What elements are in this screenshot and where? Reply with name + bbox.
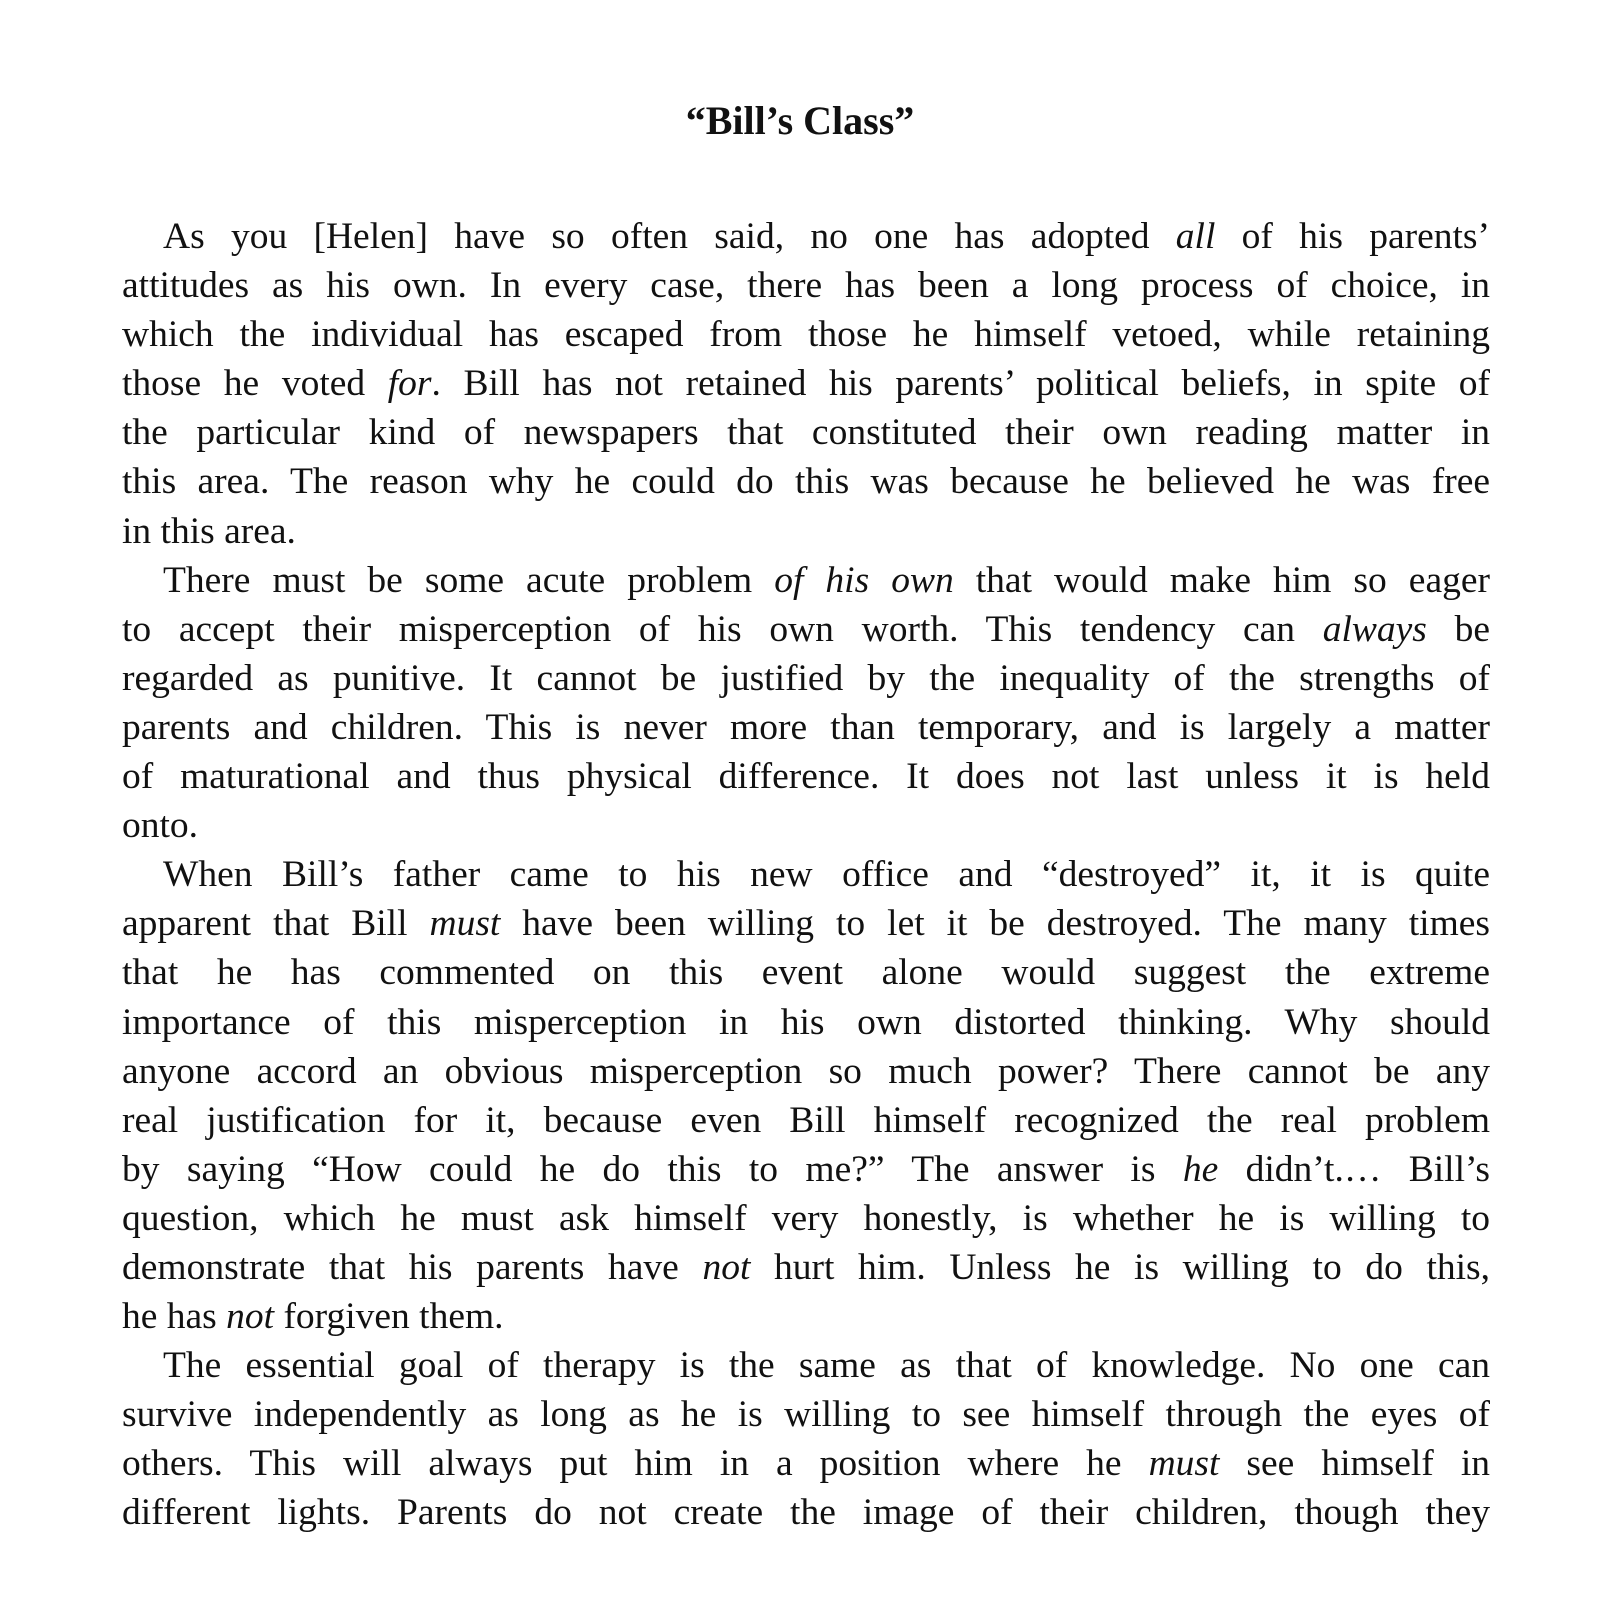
text-run: parents and children. This is never more than temporary, and is largely a matter [122, 706, 1490, 748]
text-line [122, 654, 1490, 703]
text-line [122, 1341, 1490, 1390]
text-run: of his parents’ [1215, 216, 1490, 257]
text-run: have been willing to let it be destroyed. The many times [500, 903, 1490, 945]
text-line [122, 605, 1490, 654]
text-run: of maturational and thus physical difference. It does not last unless it is held [122, 756, 1490, 798]
text-run: those he voted [122, 363, 388, 405]
text-line [122, 1390, 1490, 1439]
text-run: that he has commented on this event alone would suggest the extreme [122, 952, 1490, 994]
italic-emphasis: must [429, 903, 501, 945]
text-line [122, 998, 1490, 1047]
text-line [122, 261, 1490, 310]
text-line [122, 1488, 1490, 1537]
text-run: which the individual has escaped from those he himself vetoed, while retaining [122, 314, 1490, 356]
italic-emphasis: always [1322, 608, 1427, 650]
text-run: to accept their misperception of his own worth. This tendency can [122, 608, 1323, 650]
text-line [122, 801, 1490, 850]
text-line [122, 948, 1490, 997]
text-run: hurt him. Unless he is willing to do this, [750, 1246, 1491, 1288]
body-text [122, 212, 1490, 1538]
text-run: be [1426, 608, 1490, 650]
text-line [122, 1096, 1490, 1145]
text-run: attitudes as his own. In every case, there has been a long process of choice, in [122, 265, 1490, 307]
italic-emphasis: of his own [774, 559, 954, 601]
text-run: see himself in [1219, 1443, 1490, 1485]
text-run: There must be some acute problem [163, 559, 775, 601]
text-run: survive independently as long as he is willing to see himself through the eyes of [122, 1394, 1490, 1436]
text-line [122, 1047, 1490, 1096]
text-line [122, 1243, 1490, 1292]
text-run: When Bill’s father came to his new office and “destroyed” it, it is quite [163, 854, 1490, 896]
text-run: . Bill has not retained his parents’ political beliefs, in spite of [431, 363, 1490, 405]
text-line [122, 556, 1490, 605]
italic-emphasis: he [1182, 1148, 1219, 1190]
italic-emphasis: not [702, 1246, 751, 1288]
text-run: the particular kind of newspapers that constituted their own reading matter in [122, 412, 1490, 454]
text-run: anyone accord an obvious misperception so much power? There cannot be any [122, 1050, 1490, 1092]
text-run: didn’t.… Bill’s [1218, 1148, 1490, 1190]
text-line [122, 752, 1490, 801]
paragraph [122, 850, 1490, 1341]
text-run: question, which he must ask himself very honestly, is whether he is willing to [122, 1197, 1490, 1239]
text-run: he has [122, 1296, 227, 1338]
text-line [122, 1439, 1490, 1488]
paragraph [122, 212, 1490, 556]
text-run: by saying “How could he do this to me?” The answer is [122, 1148, 1183, 1190]
italic-emphasis: not [226, 1296, 275, 1338]
italic-emphasis: all [1175, 216, 1216, 257]
paragraph [122, 1341, 1490, 1537]
italic-emphasis: for [387, 363, 432, 405]
text-run: that would make him so eager [953, 559, 1490, 601]
text-line [122, 457, 1490, 506]
text-line [122, 310, 1490, 359]
text-line [122, 1145, 1490, 1194]
text-line [122, 507, 1490, 556]
text-line [122, 899, 1490, 948]
italic-emphasis: must [1148, 1443, 1220, 1485]
paragraph [122, 556, 1490, 851]
text-run: real justification for it, because even Bill himself recognized the real problem [122, 1099, 1490, 1141]
text-run: demonstrate that his parents have [122, 1246, 703, 1288]
text-line [122, 850, 1490, 899]
text-run: apparent that Bill [122, 903, 430, 945]
page-title: “Bill’s Class” [685, 98, 915, 143]
text-run: The essential goal of therapy is the same as that of knowledge. No one can [163, 1345, 1490, 1387]
text-run: in this area. [122, 510, 296, 552]
text-run: different lights. Parents do not create the image of their children, though they [122, 1492, 1490, 1534]
text-line [122, 212, 1490, 261]
text-line [122, 1292, 1490, 1341]
text-line [122, 408, 1490, 457]
text-line [122, 359, 1490, 408]
text-run: regarded as punitive. It cannot be justified by the inequality of the strengths of [122, 657, 1490, 699]
text-run: forgiven them. [274, 1296, 504, 1338]
text-run: this area. The reason why he could do this was because he believed he was free [122, 461, 1490, 503]
text-line [122, 1194, 1490, 1243]
text-run: As you [Helen] have so often said, no one has adopted [163, 216, 1176, 257]
text-run: onto. [122, 805, 199, 847]
text-line [122, 703, 1490, 752]
text-run: others. This will always put him in a position where he [122, 1443, 1149, 1485]
text-run: importance of this misperception in his own distorted thinking. Why should [122, 1001, 1490, 1043]
